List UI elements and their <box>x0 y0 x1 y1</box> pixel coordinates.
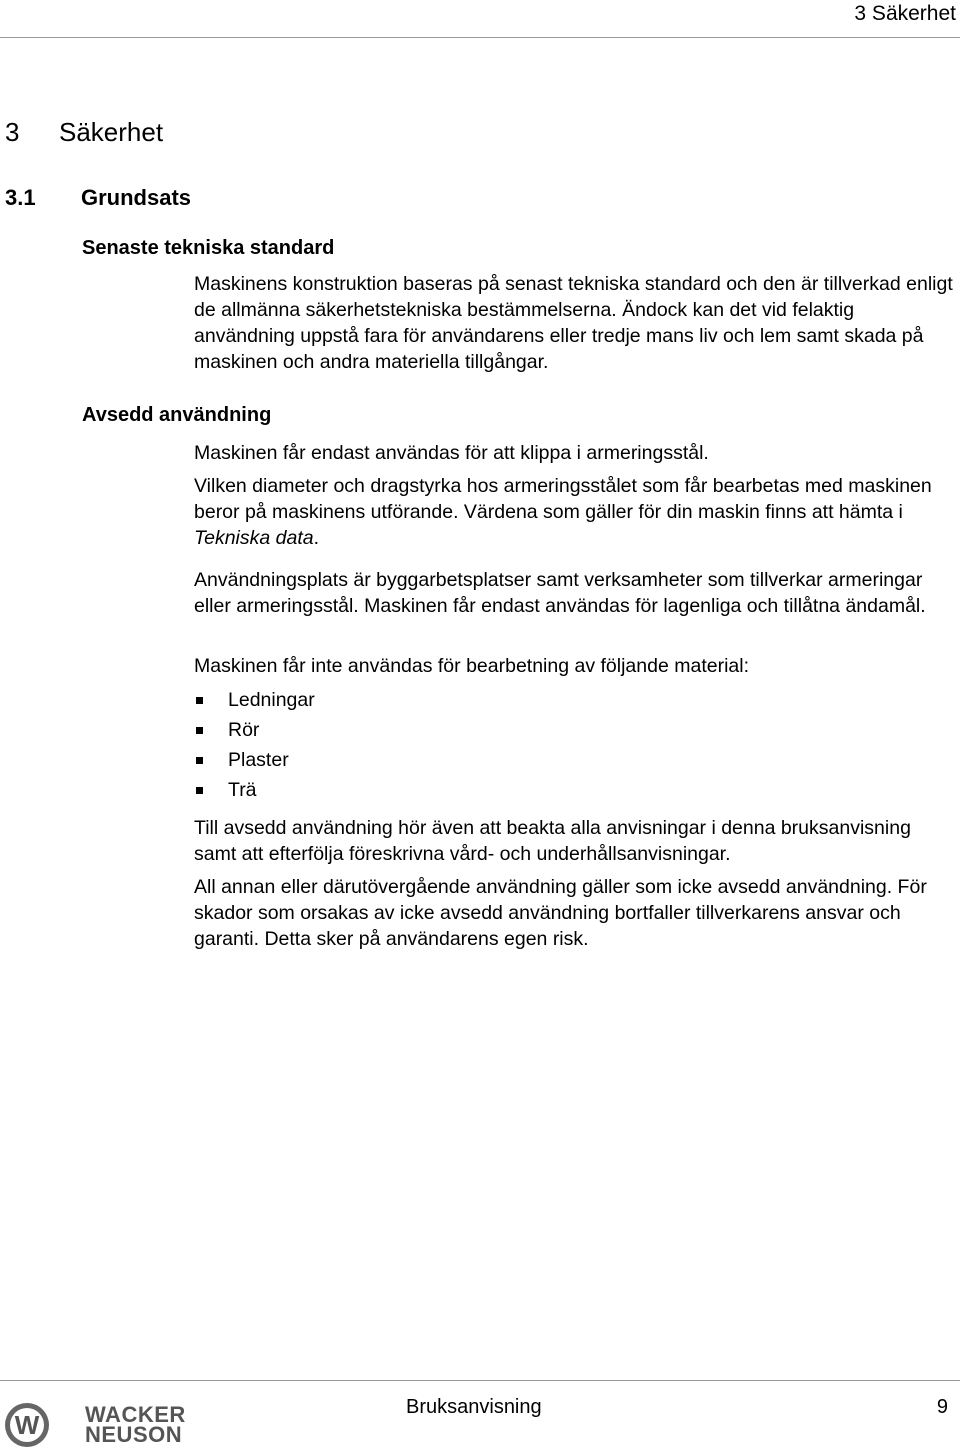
list-item <box>194 687 315 717</box>
wacker-logo-icon <box>5 1403 49 1447</box>
intended-use-p1: Maskinen får endast användas för att klippa i armeringsstål. <box>194 442 709 464</box>
list-item <box>194 717 315 747</box>
bullet-square-icon <box>196 697 203 704</box>
running-header <box>0 0 960 38</box>
list-item-label: Plaster <box>228 749 289 771</box>
intended-use-p2-text: Vilken diameter och dragstyrka hos armeringsstålet som får bearbetas med maskinen beror på maskinens utförande. Värdena som gäller för din maskin finns att hämta i <box>194 475 932 523</box>
bullet-square-icon <box>196 757 203 764</box>
intended-use-p2 <box>194 473 956 551</box>
section-heading <box>5 185 191 211</box>
list-item-label: Trä <box>228 779 257 801</box>
state-of-art-text: Maskinens konstruktion baseras på senast tekniska standard och den är tillverkad enligt de allmänna säkerhetstekniska bestämmelserna. Ändock kan det vid felaktig användning uppstå fara för användarens eller tredje mans liv och lem samt skada på maskinen och andra materiella tillgångar. <box>194 273 953 373</box>
running-header-title: 3 Säkerhet <box>854 2 956 25</box>
page-number: 9 <box>936 1396 948 1418</box>
list-item-label: Rör <box>228 719 260 741</box>
materials-list <box>194 687 315 807</box>
intended-use-p3: Användningsplats är byggarbetsplatser samt verksamheter som tillverkar armeringar eller armeringsstål. Maskinen får endast användas för lagenliga och tillåtna ändamål. <box>194 569 926 617</box>
intended-use-p5: Till avsedd användning hör även att beakta alla anvisningar i denna bruksanvisning samt att efterfölja föreskrivna vård- och underhållsanvisningar. <box>194 817 911 865</box>
intended-use-p6: All annan eller därutövergående användning gäller som icke avsedd användning. För skador som orsakas av icke avsedd användning bortfaller tillverkarens ansvar och garanti. Detta sker på användarens egen risk. <box>194 876 927 950</box>
technical-data-reference: Tekniska data <box>194 527 314 549</box>
list-item <box>194 777 315 807</box>
intended-use-p2-end: . <box>313 527 320 549</box>
chapter-heading <box>5 117 163 148</box>
logo-line2: NEUSON <box>85 1422 183 1447</box>
footer-doc-title: Bruksanvisning <box>406 1396 542 1418</box>
list-item-label: Ledningar <box>228 689 315 711</box>
bullet-square-icon <box>196 787 203 794</box>
page-footer <box>0 1380 960 1452</box>
section-title: Grundsats <box>81 185 192 210</box>
bullet-square-icon <box>196 727 203 734</box>
intended-use-p4: Maskinen får inte användas för bearbetning av följande material: <box>194 655 749 677</box>
list-item <box>194 747 315 777</box>
section-number: 3.1 <box>5 185 36 210</box>
intended-use-heading: Avsedd användning <box>82 404 272 426</box>
logo-mark: W <box>10 1408 44 1442</box>
logo-line1: WACKER <box>85 1402 186 1427</box>
chapter-number: 3 <box>5 117 20 147</box>
brand-logo <box>85 1402 186 1447</box>
chapter-title: Säkerhet <box>59 117 164 147</box>
state-of-art-heading: Senaste tekniska standard <box>82 237 335 259</box>
